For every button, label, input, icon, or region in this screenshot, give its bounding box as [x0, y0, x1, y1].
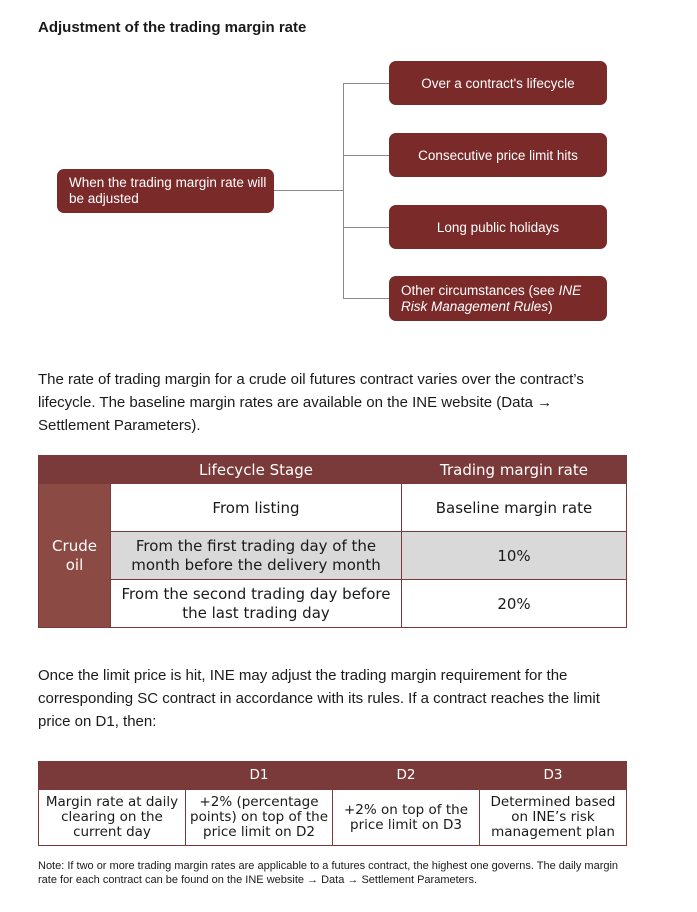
connector-line	[343, 227, 389, 228]
table-row	[39, 580, 627, 628]
table-cell: From listing	[111, 484, 402, 532]
table-row	[39, 790, 627, 846]
diagram-branch-lifecycle: Over a contract's lifecycle	[389, 61, 607, 105]
table-header-cell: D1	[186, 762, 333, 790]
table-cell: 20%	[402, 580, 627, 628]
row-label-crude-oil: Crude oil	[39, 484, 111, 628]
table-header-cell	[39, 456, 111, 484]
table-cell: Baseline margin rate	[402, 484, 627, 532]
connector-line	[343, 83, 389, 84]
margin-lifecycle-table	[38, 455, 627, 628]
table-header-cell	[39, 762, 186, 790]
connector-line	[274, 190, 343, 191]
table-row	[39, 532, 627, 580]
branch-other-italic: INE Risk Management Rules	[401, 282, 582, 314]
connector-line	[343, 155, 389, 156]
table-header-row	[39, 456, 627, 484]
table-row	[39, 484, 627, 532]
table-cell: From the first trading day of the month before the delivery month	[111, 532, 402, 580]
connector-line	[343, 298, 389, 299]
price-limit-table	[38, 761, 627, 846]
table-header-cell: Trading margin rate	[402, 456, 627, 484]
diagram-root-node: When the trading margin rate will be adjusted	[57, 169, 274, 213]
intro-paragraph: The rate of trading margin for a crude oil futures contract varies over the contract’s lifecycle. The baseline margin rates are available on the INE website (Data → Settlement Parameters).	[38, 371, 584, 434]
table-cell: Determined based on INE’s risk management plan	[480, 790, 627, 846]
table-header-cell: D2	[333, 762, 480, 790]
table-header-cell: Lifecycle Stage	[111, 456, 402, 484]
connector-line	[343, 83, 344, 299]
branch-other-prefix: Other circumstances (see	[401, 282, 559, 298]
limit-paragraph: Once the limit price is hit, INE may adjust the trading margin requirement for the corresponding SC contract in accordance with its rules. If a contract reaches the limit price on D1, then:	[38, 667, 600, 730]
table-cell: Margin rate at daily clearing on the current day	[39, 790, 186, 846]
page-title: Adjustment of the trading margin rate	[38, 19, 307, 36]
footnote: Note: If two or more trading margin rates are applicable to a futures contract, the highest one governs. The daily margin rate for each contract can be found on the INE website → Data → Settlement Parameters.	[38, 860, 619, 886]
diagram-branch-price-limit: Consecutive price limit hits	[389, 133, 607, 177]
table-cell: 10%	[402, 532, 627, 580]
table-cell: From the second trading day before the last trading day	[111, 580, 402, 628]
branch-other-suffix: )	[548, 298, 553, 314]
table-cell: +2% on top of the price limit on D3	[333, 790, 480, 846]
table-cell: +2% (percentage points) on top of the price limit on D2	[186, 790, 333, 846]
table-header-cell: D3	[480, 762, 627, 790]
diagram-branch-holidays: Long public holidays	[389, 205, 607, 249]
table-header-row	[39, 762, 627, 790]
diagram-branch-other	[389, 276, 607, 321]
